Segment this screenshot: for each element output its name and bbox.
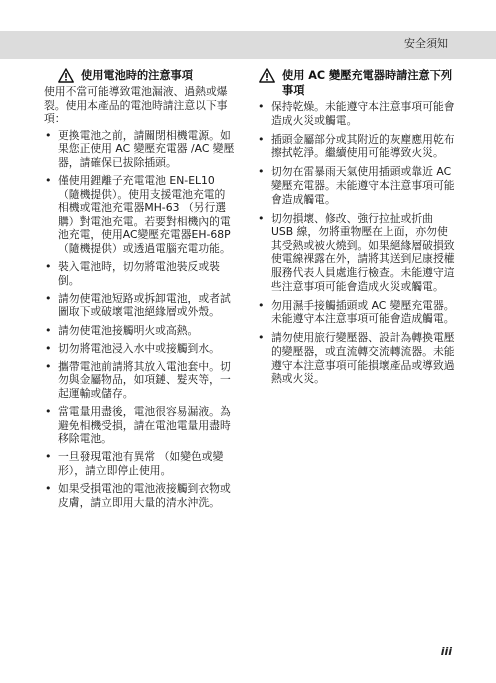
section-intro: 使用不當可能導致電池漏液、過熱或爆裂。使用本產品的電池時請注意以下事項： <box>44 85 228 126</box>
bullet-list <box>44 129 236 509</box>
list-item: • 攜帶電池前請將其放入電池套中。切勿與金屬物品，如項鏈、髮夾等，一起運輸或儲存。 <box>44 360 236 401</box>
warning-triangle-icon <box>58 68 74 83</box>
list-item: • 如果受損電池的電池液接觸到衣物或皮膚，請立即用大量的清水沖洗。 <box>44 482 236 509</box>
section-heading <box>257 68 455 98</box>
list-item: • 勿用濕手接觸插頭或 AC 變壓充電器。未能遵守本注意事項可能會造成觸電。 <box>257 299 455 326</box>
list-item: • 裝入電池時，切勿將電池裝反或裝倒。 <box>44 260 236 287</box>
warning-triangle-icon <box>259 68 275 83</box>
list-item: • 插頭金屬部分或其附近的灰塵應用乾布擦拭乾淨。繼續使用可能導致火災。 <box>257 133 455 160</box>
list-item: • 一旦發現電池有異常 （如變色或變形），請立即停止使用。 <box>44 450 236 477</box>
section-heading <box>44 68 236 83</box>
battery-precautions-section <box>44 68 236 514</box>
section-heading-text: 使用電池時的注意事項 <box>81 69 193 82</box>
list-item: • 保持乾燥。未能遵守本注意事項可能會造成火災或觸電。 <box>257 100 455 127</box>
list-item: • 當電量用盡後，電池很容易漏液。為避免相機受損，請在電池電量用盡時移除電池。 <box>44 405 236 446</box>
ac-adapter-precautions-section <box>257 68 455 391</box>
list-item: • 僅使用鋰離子充電電池 EN-EL10（隨機提供）。使用支援電池充電的相機或電池充電器MH-63 （另行選購）對電池充電。若要對相機內的電池充電，使用AC變壓充電器EH-68P （隨機提供）或透過電腦充電功能。 <box>44 174 236 256</box>
bullet-list <box>257 100 455 386</box>
list-item: • 更換電池之前，請關閉相機電源。如果您正使用 AC 變壓充電器 /AC 變壓器，請確保已拔除插頭。 <box>44 129 236 170</box>
header-title: 安全須知 <box>404 37 448 50</box>
list-item: • 切勿將電池浸入水中或接觸到水。 <box>44 342 236 356</box>
list-item: • 請勿使用旅行變壓器、設計為轉換電壓的變壓器，或直流轉交流轉流器。未能遵守本注意事項可能損壞產品或導致過熱或火災。 <box>257 331 455 385</box>
list-item: • 請勿使電池短路或拆卸電池，或者試圖取下或破壞電池絕緣層或外殼。 <box>44 292 236 319</box>
section-heading-text: 使用 AC 變壓充電器時請注意下列事項 <box>282 69 453 97</box>
list-item: • 切勿在雷暴雨天氣使用插頭或靠近 AC 變壓充電器。未能遵守本注意事項可能會造成觸電。 <box>257 165 455 206</box>
list-item: • 請勿使電池接觸明火或高熱。 <box>44 324 236 338</box>
page-number: iii <box>440 645 452 658</box>
list-item: • 切勿損壞、修改、強行拉扯或折曲 USB 線，勿將重物壓在上面，亦勿使其受熱或被火燒到。如果絕緣層破損致使電線裸露在外，請將其送到尼康授權服務代表人員處進行檢查。未能遵守這些注意事項可能會造成火災或觸電。 <box>257 212 455 294</box>
